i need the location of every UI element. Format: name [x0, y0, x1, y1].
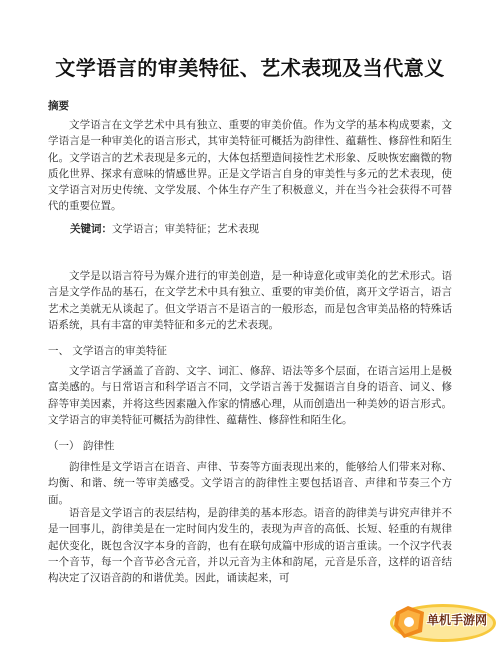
keywords-label: 关键词：: [70, 223, 112, 235]
subsection-paragraph-1: 韵律性是文学语言在语音、声律、节奏等方面表现出来的，能够给人们带来对称、均衡、和谐、统一等审美感受。文学语言的韵律性主要包括语音、声律和节奏三个方面。: [48, 461, 452, 506]
section-heading: 一、 文学语言的审美特征: [48, 345, 167, 357]
watermark-text: 单机手游网: [427, 613, 488, 627]
abstract-heading: 摘要: [48, 100, 69, 112]
keywords-line: [70, 221, 259, 236]
subsection-heading: （一） 韵律性: [48, 440, 115, 452]
abstract-body: 文学语言在文学艺术中具有独立、重要的审美价值。作为文学的基本构成要素，文学语言是一种审美化的语言形式，其审美特征可概括为韵律性、蕴藉性、修辞性和陌生化。文学语言的艺术表现是多元的，大体包括塑造间接性艺术形象、反映恢宏幽微的物质化世界、探求有意味的情感世界。正是文学语言自身的审美性与多元的艺术表现，使文学语言对历史传统、文学发展、个体生存产生了积极意义，并在当今社会获得不可替代的重要位置。: [48, 119, 452, 213]
section-body: 文学语言学涵盖了音韵、文字、词汇、修辞、语法等多个层面，在语言运用上是极富美感的。与日常语言和科学语言不同，文学语言善于发掘语言自身的语音、词义、修辞等审美因素，并将这些因素融入作家的情感心理，从而创造出一种美妙的语言形式。文学语言的审美特征可概括为韵律性、蕴藉性、修辞性和陌生化。: [48, 365, 452, 426]
intro-paragraph: 文学是以语言符号为媒介进行的审美创造，是一种诗意化或审美化的艺术形式。语言是文学作品的基石，在文学艺术中具有独立、重要的审美价值，离开文学语言，语言艺术之美就无从谈起了。但文学语言不是语言的一般形态，而是包含审美品格的特殊话语系统，具有丰富的审美特征和多元的艺术表现。: [48, 270, 452, 331]
keywords-value: 文学语言；审美特征；艺术表现: [112, 223, 259, 235]
page-title: 文学语言的审美特征、艺术表现及当代意义: [55, 56, 445, 80]
subsection-paragraph-2: 语音是文学语言的表层结构，是韵律美的基本形态。语音的韵律美与讲究声律并不是一回事儿，韵律美是在一定时间内发生的，表现为声音的高低、长短、轻重的有规律起伏变化，既包含汉字本身的音韵，也有在联句成篇中形成的语言重读。一个汉字代表一个音节，每一个音节必含元音，并以元音为主体和韵尾，元音是乐音，这样的语音结构决定了汉语音韵的和谐优美。因此，诵读起来，可: [48, 507, 452, 585]
